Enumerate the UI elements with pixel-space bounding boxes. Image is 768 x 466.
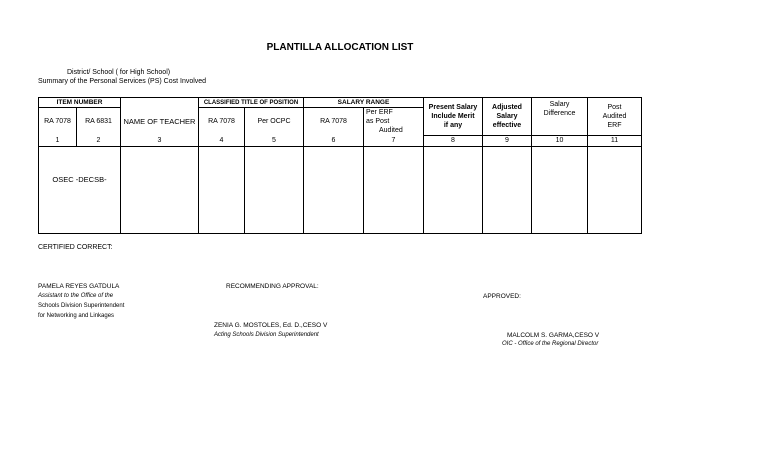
present-salary-l2: Include Merit <box>431 112 475 120</box>
col-ra7078-b: RA 7078 <box>199 108 245 136</box>
osec-decsb-cell: OSEC -DECSB- <box>39 146 121 233</box>
summary-line: Summary of the Personal Services (PS) Cost Involved <box>38 78 207 85</box>
pamela-name: PAMELA REYES GATDULA <box>38 283 120 290</box>
col-ra6831: RA 6831 <box>77 108 121 136</box>
body-cell-10 <box>532 146 588 233</box>
pamela-role-3: for Networking and Linkages <box>38 313 115 319</box>
salary-range-header: SALARY RANGE <box>304 98 424 108</box>
col-number-1: 1 <box>39 135 77 146</box>
zenia-role: Acting Schools Division Superintendent <box>214 332 319 338</box>
body-cell-3 <box>121 146 199 233</box>
col-number-8: 8 <box>424 135 483 146</box>
per-erf-l2: as Post <box>366 118 390 125</box>
certified-correct-label: CERTIFIED CORRECT: <box>38 244 113 251</box>
classified-title-header: CLASSIFIED TITLE OF POSITION <box>199 98 304 108</box>
per-erf-l3: Audited <box>379 127 403 134</box>
col-number-10: 10 <box>532 135 588 146</box>
per-erf-l1: Per ERF <box>366 109 393 116</box>
salary-difference-header <box>532 98 588 136</box>
col-number-2: 2 <box>77 135 121 146</box>
table-body-row <box>39 146 642 233</box>
salary-diff-l2: Difference <box>543 110 576 117</box>
item-number-header: ITEM NUMBER <box>39 98 121 108</box>
col-number-3: 3 <box>121 135 199 146</box>
adjusted-l1: Adjusted <box>492 103 522 111</box>
present-salary-l1: Present Salary <box>428 103 478 111</box>
body-cell-9 <box>483 146 532 233</box>
col-number-6: 6 <box>304 135 364 146</box>
present-salary-header <box>424 98 483 136</box>
col-number-11: 11 <box>588 135 642 146</box>
adjusted-salary-header <box>483 98 532 136</box>
col-number-9: 9 <box>483 135 532 146</box>
body-cell-11 <box>588 146 642 233</box>
col-number-7: 7 <box>364 135 424 146</box>
post-audited-l3: ERF <box>607 121 622 129</box>
approved-label: APPROVED: <box>483 293 521 300</box>
post-audited-header <box>588 98 642 136</box>
present-salary-l3: if any <box>443 121 463 129</box>
col-ra7078-c: RA 7078 <box>304 108 364 136</box>
col-per-ocpc: Per OCPC <box>245 108 304 136</box>
pamela-role-1: Assistant to the Office of the <box>38 293 114 299</box>
district-school-line: District/ School ( for High School) <box>67 69 171 76</box>
body-cell-4 <box>199 146 245 233</box>
recommending-approval-label: RECOMMENDING APPROVAL: <box>226 283 319 290</box>
body-cell-7 <box>364 146 424 233</box>
malcolm-name: MALCOLM S. GARMA,CESO V <box>507 332 600 339</box>
adjusted-l3: effective <box>492 121 522 129</box>
col-ra7078-a: RA 7078 <box>39 108 77 136</box>
body-cell-6 <box>304 146 364 233</box>
col-per-erf <box>364 108 424 136</box>
malcolm-role: OIC - Office of the Regional Director <box>502 341 599 347</box>
col-name-of-teacher: NAME OF TEACHER <box>121 108 199 136</box>
column-number-row <box>39 135 642 146</box>
pamela-role-2: Schools Division Superintendent <box>38 303 125 309</box>
col-number-4: 4 <box>199 135 245 146</box>
body-cell-8 <box>424 146 483 233</box>
name-spacer-top <box>121 98 199 108</box>
col-number-5: 5 <box>245 135 304 146</box>
zenia-name: ZENIA G. MOSTOLES, Ed. D.,CESO V <box>214 322 328 329</box>
group-header-row <box>39 98 642 108</box>
post-audited-l2: Audited <box>602 112 627 120</box>
adjusted-l2: Salary <box>496 112 518 120</box>
post-audited-l1: Post <box>607 103 622 111</box>
body-cell-5 <box>245 146 304 233</box>
document-title: PLANTILLA ALLOCATION LIST <box>266 42 414 53</box>
salary-diff-l1: Salary <box>549 101 570 108</box>
plantilla-table <box>38 97 642 234</box>
